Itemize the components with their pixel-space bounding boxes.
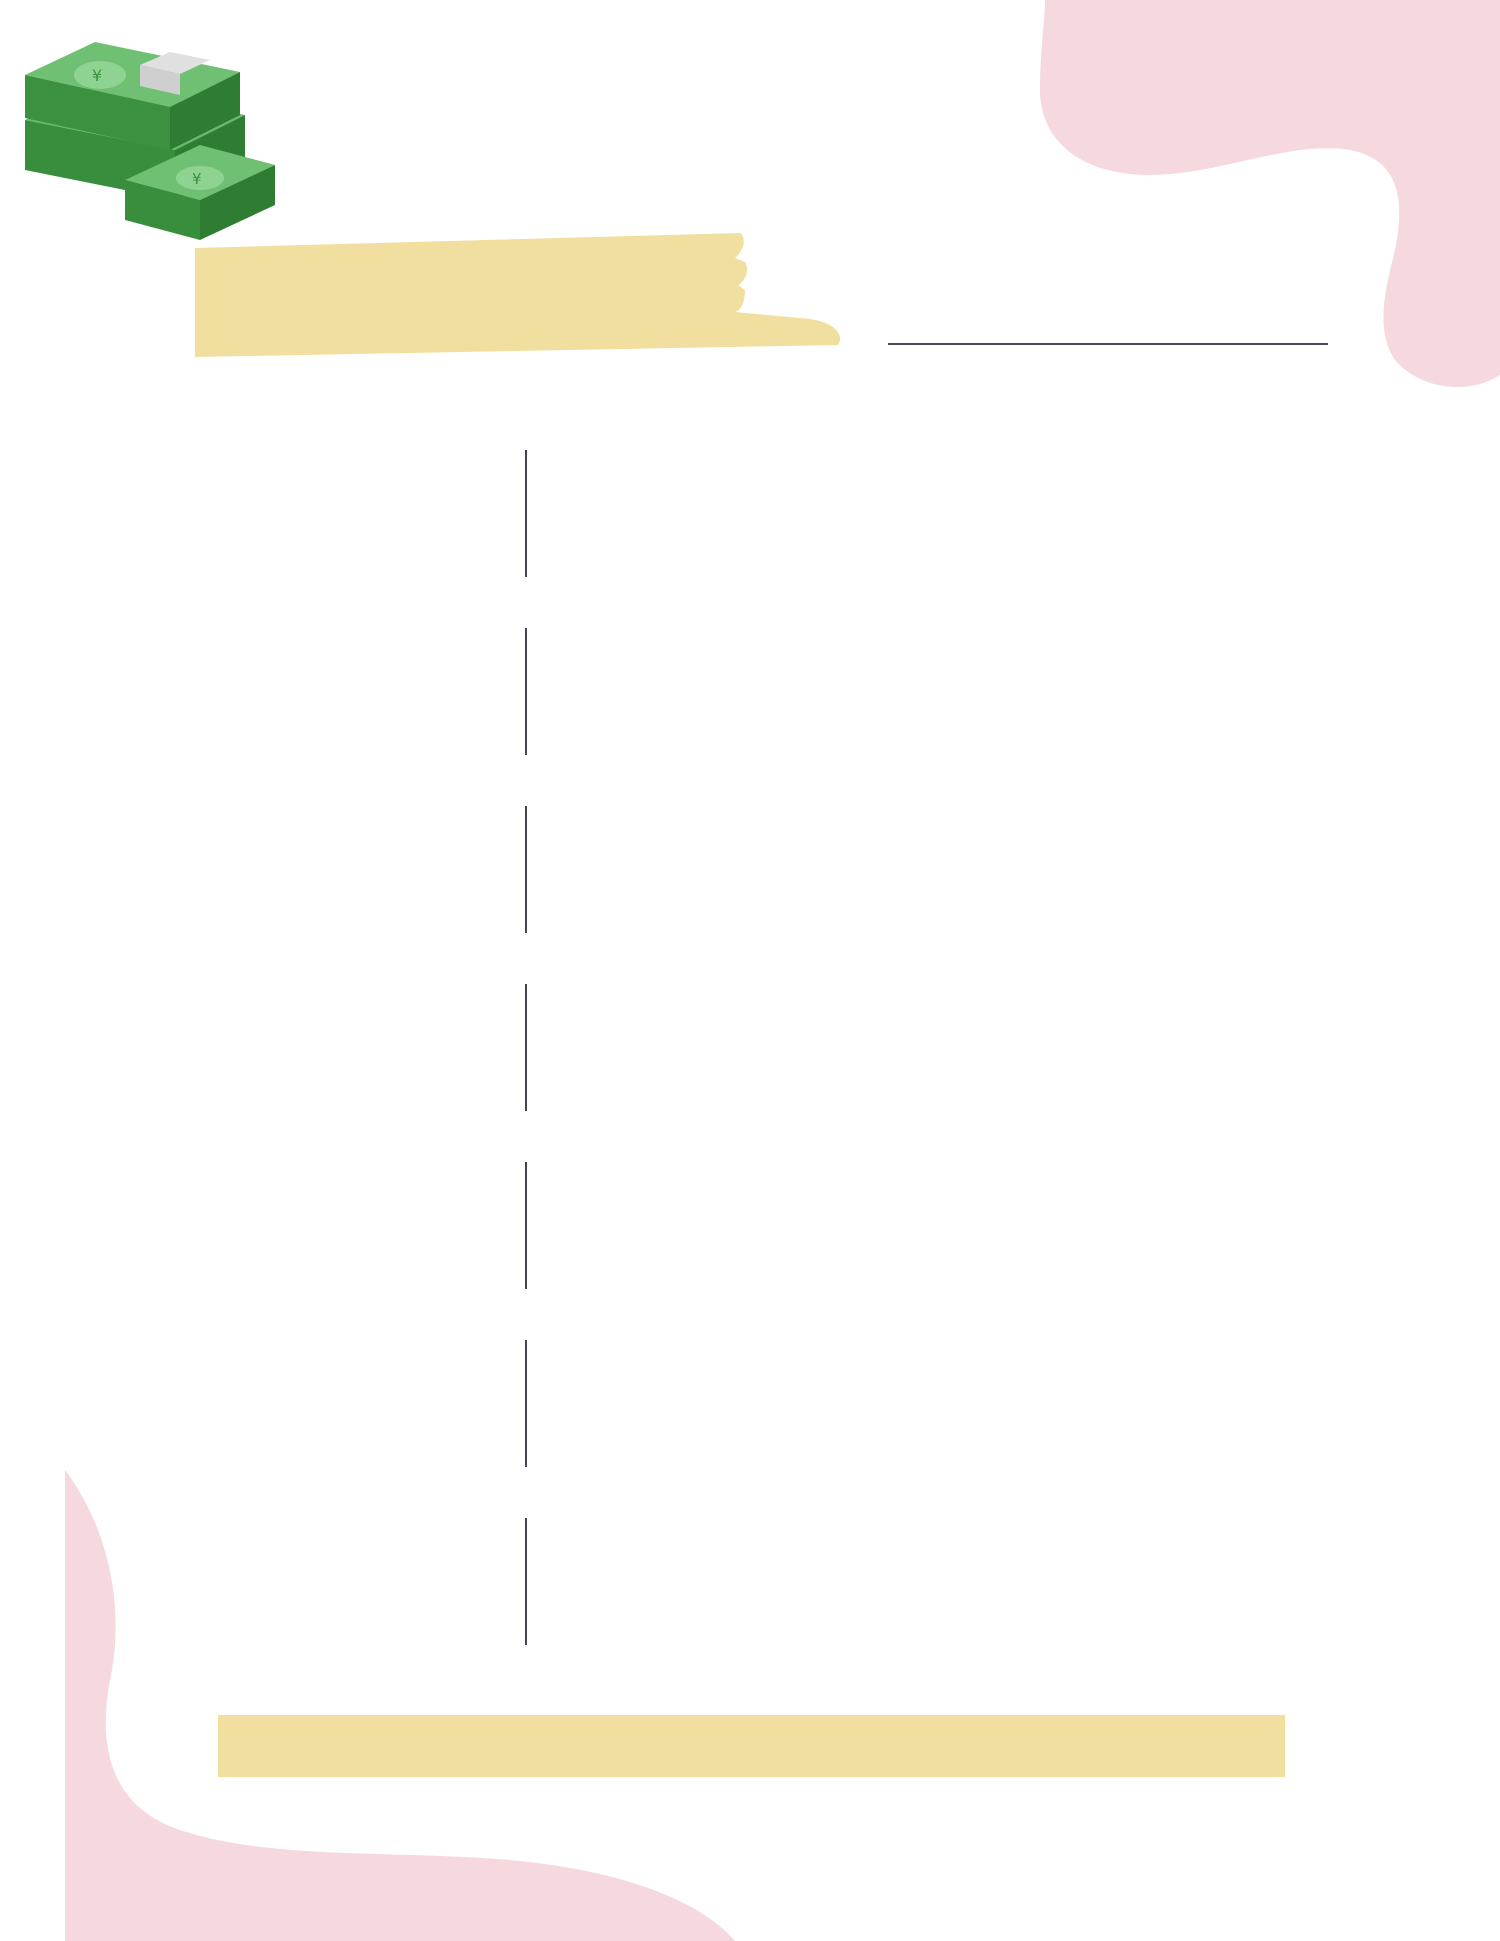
day-row-tuesday [209,610,1285,767]
column-divider [525,1340,527,1467]
day-row-sunday [209,1500,1285,1657]
day-row-monday [209,432,1285,589]
day-row-thursday [209,966,1285,1123]
pink-blob-top-right [1040,0,1500,387]
column-divider [525,1518,527,1645]
column-divider [525,628,527,755]
week-input-line[interactable] [888,343,1328,345]
column-divider [525,1162,527,1289]
money-stack-icon [25,42,275,240]
day-list [209,432,1285,1678]
column-divider [525,450,527,577]
yellow-brush-stroke [195,233,840,357]
total-bar [218,1715,1285,1777]
column-divider [525,984,527,1111]
day-row-friday [209,1144,1285,1301]
column-divider [525,806,527,933]
svg-text:¥: ¥ [192,170,202,188]
day-row-saturday [209,1322,1285,1479]
day-row-wednesday [209,788,1285,945]
svg-text:¥: ¥ [92,66,103,85]
